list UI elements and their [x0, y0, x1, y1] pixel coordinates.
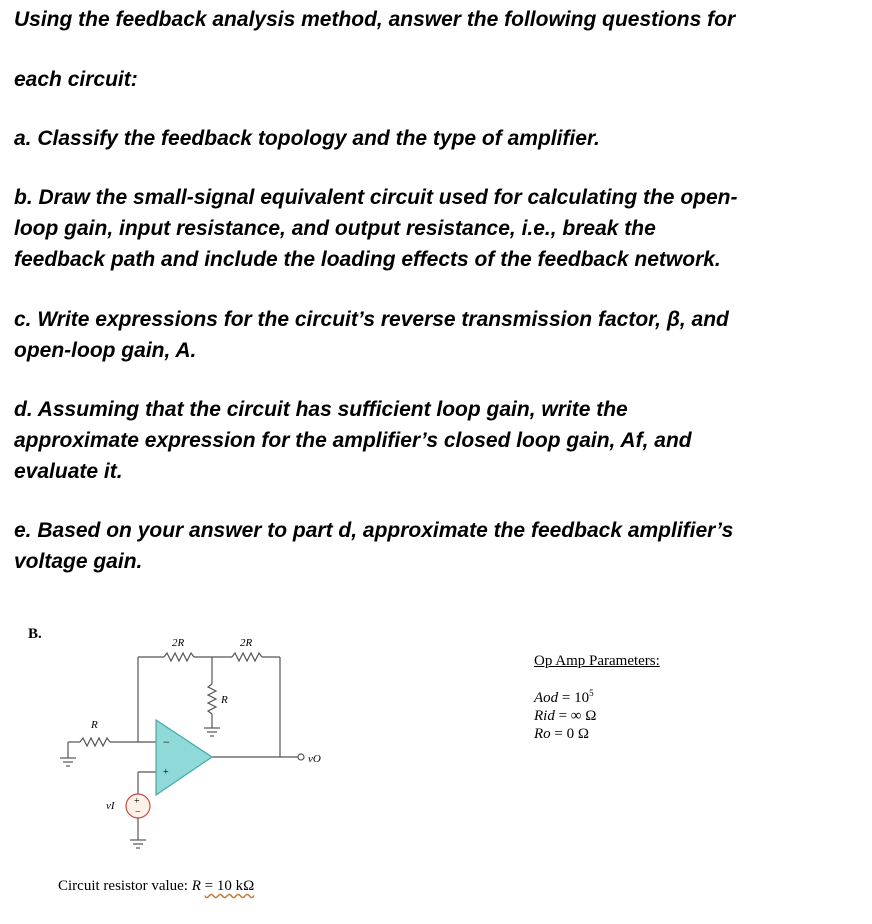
question-a: a. Classify the feedback topology and the type of amplifier. [14, 127, 600, 150]
param-aod-value: = 10 [561, 690, 590, 706]
param-ro-value: = 0 Ω [554, 726, 590, 742]
param-rid-value: = ∞ Ω [558, 708, 597, 724]
figure-label: B. [28, 626, 42, 642]
param-ro-symbol: Ro [534, 726, 551, 742]
label-r-shunt: R [221, 694, 228, 706]
opamp-parameters [534, 652, 660, 743]
output-terminal [298, 754, 304, 760]
question-e-line-2: voltage gain. [14, 550, 143, 573]
resistor-r-input [80, 738, 110, 746]
params-heading: Op Amp Parameters: [534, 653, 660, 669]
resistor-r-shunt [208, 684, 216, 714]
param-aod-exponent: 5 [589, 688, 594, 698]
resistor-2r-right [232, 653, 262, 661]
opamp-triangle [156, 720, 212, 795]
label-source: vI [106, 800, 115, 812]
param-aod-symbol: Aod [534, 690, 559, 706]
caption-value: = 10 kΩ [204, 878, 255, 894]
param-rid-symbol: Rid [534, 708, 555, 724]
caption-text: Circuit resistor value: [58, 878, 188, 894]
question-d-line-1: d. Assuming that the circuit has sufficient loop gain, write the [14, 398, 628, 421]
opamp-plus-label: + [163, 767, 169, 778]
question-e-line-1: e. Based on your answer to part d, approximate the feedback amplifier’s [14, 519, 734, 542]
param-aod [534, 684, 660, 707]
opamp-minus-label: − [163, 735, 170, 749]
question-b-line-1: b. Draw the small-signal equivalent circuit used for calculating the open- [14, 186, 738, 209]
question-c-line-1: c. Write expressions for the circuit’s reverse transmission factor, β, and [14, 308, 729, 331]
label-2r-left: 2R [172, 637, 185, 649]
label-r-input: R [91, 719, 98, 731]
question-c-line-2: open-loop gain, A. [14, 339, 197, 362]
source-plus-label: + [134, 796, 140, 807]
caption-var: R [191, 878, 201, 894]
question-b-line-3: feedback path and include the loading effects of the feedback network. [14, 248, 721, 271]
intro-line-1: Using the feedback analysis method, answer the following questions for [14, 8, 736, 31]
param-ro [534, 725, 660, 743]
question-b-line-2: loop gain, input resistance, and output resistance, i.e., break the [14, 217, 656, 240]
label-2r-right: 2R [240, 637, 253, 649]
question-d-line-2: approximate expression for the amplifier’s closed loop gain, Af, and [14, 429, 692, 452]
label-output: vO [308, 753, 321, 765]
param-rid [534, 707, 660, 725]
resistor-2r-left [164, 653, 194, 661]
question-d-line-3: evaluate it. [14, 460, 123, 483]
source-minus-label: − [135, 807, 141, 818]
resistor-value-caption [58, 878, 254, 895]
intro-line-2: each circuit: [14, 68, 138, 91]
